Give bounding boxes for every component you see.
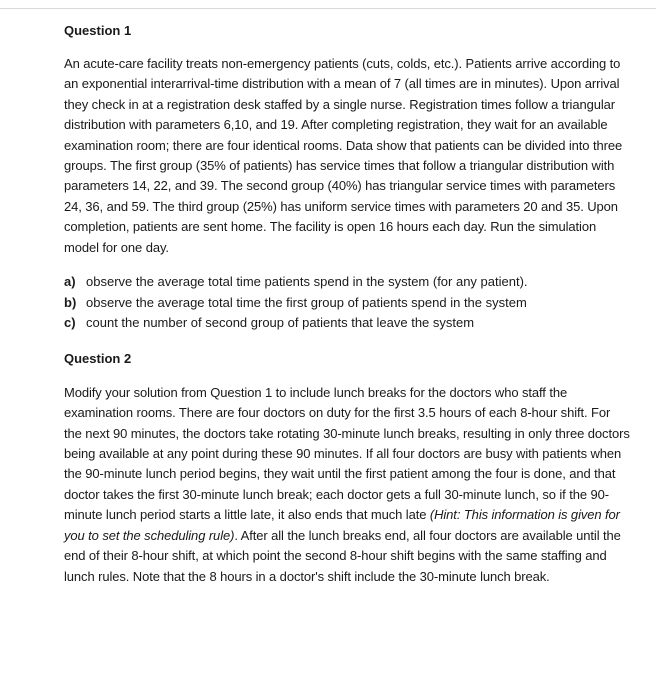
question-2-hint: (Hint: This information is given for you to set the scheduling rule) bbox=[64, 507, 620, 543]
document-page bbox=[64, 22, 630, 587]
top-divider bbox=[0, 8, 656, 9]
question-1-heading: Question 1 bbox=[64, 23, 132, 38]
task-item-text: count the number of second group of patients that leave the system bbox=[86, 315, 475, 331]
question-2-paragraph bbox=[64, 383, 630, 587]
question-2-text-before-hint: Modify your solution from Question 1 to include lunch breaks for the doctors who staff the examination rooms. There are four doctors on duty for the first 3.5 hours of each 8-hour shift. For the next 90 minutes, the doctors take rotating 30-minute lunch breaks, resulting in only three doctors being available at any point during these 90 minutes. If all four doctors are busy with patients when the 90-minute lunch period begins, they wait until the first patient among the four is done, and that doctor takes the first 30-minute lunch break; each doctor gets a full 30-minute lunch, so if the 90-minute lunch period starts a little late, it also ends that much late bbox=[64, 384, 630, 523]
task-item-c bbox=[64, 313, 630, 334]
task-item-b bbox=[64, 293, 630, 314]
task-item-text: observe the average total time the first group of patients spend in the system bbox=[86, 294, 527, 310]
task-item-text: observe the average total time patients spend in the system (for any patient). bbox=[86, 274, 528, 290]
question-1-task-list bbox=[64, 272, 630, 334]
task-item-marker: c) bbox=[64, 315, 76, 331]
question-1-paragraph: An acute-care facility treats non-emergency patients (cuts, colds, etc.). Patients arrive according to an exponential interarrival-time distribution with a mean of 7 (all times are in minutes). Upon arrival they check in at a registration desk staffed by a single nurse. Registration times follow a triangular distribution with parameters 6,10, and 19. After completing registration, they wait for an available examination room; there are four identical rooms. Data show that patients can be divided into three groups. The first group (35% of patients) has service times that follow a triangular distribution with parameters 14, 22, and 39. The second group (40%) has triangular service times with parameters 24, 36, and 59. The third group (25%) has uniform service times with parameters 20 and 35. Upon completion, patients are sent home. The facility is open 16 hours each day. Run the simulation model for one day. bbox=[64, 56, 623, 255]
question-2-heading: Question 2 bbox=[64, 350, 132, 366]
task-item-a bbox=[64, 272, 630, 293]
task-item-marker: a) bbox=[64, 274, 76, 290]
task-item-marker: b) bbox=[64, 294, 77, 310]
question-2-text-after-hint: . After all the lunch breaks end, all four doctors are available until the end of their 8-hour shift, at which point the second 8-hour shift begins with the same staffing and lunch rules. Note that the 8 hours in a doctor's shift include the 30-minute lunch break. bbox=[64, 527, 621, 584]
